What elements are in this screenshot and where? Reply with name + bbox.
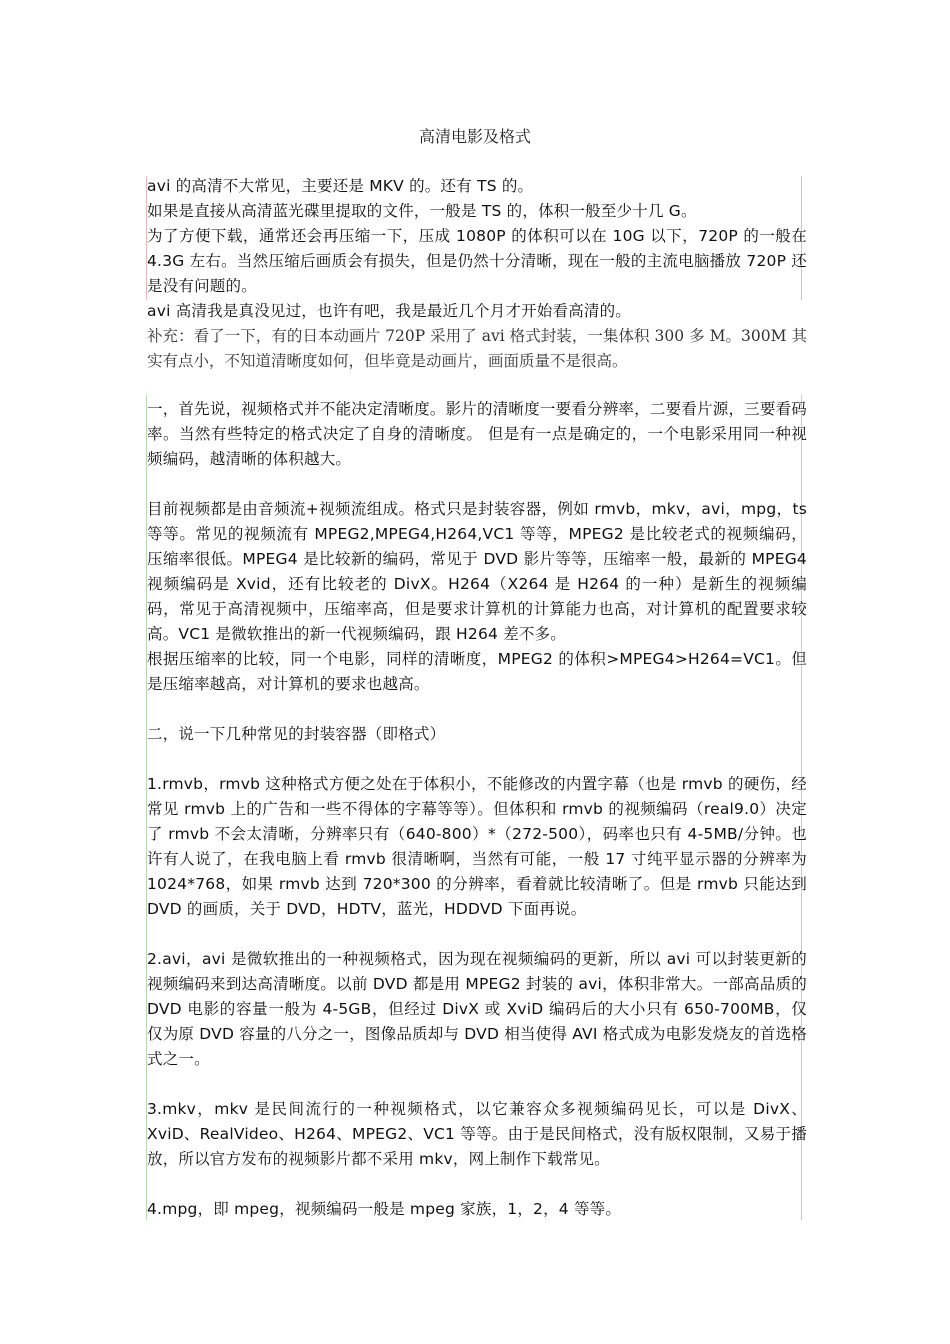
section-one-paragraph: 一，首先说，视频格式并不能决定清晰度。影片的清晰度一要看分辨率，二要看片源，三要看码率。当然有些特定的格式决定了自身的清晰度。 但是有一点是确定的，一个电影采用同一种视频编码，越清晰的体积越大。 [147,400,807,468]
paragraph: avi 的高清不大常见，主要还是 MKV 的。还有 TS 的。 [147,177,534,195]
rmvb-paragraph: 1.rmvb，rmvb 这种格式方便之处在于体积小，不能修改的内置字幕（也是 rmvb 的硬伤，经常见 rmvb 上的广告和一些不得体的字幕等等）。但体积和 rmvb 的视频编码（real9.0）决定了 rmvb 不会太清晰，分辨率只有（640-800）*（272-500），码率也只有 4-5MB/分钟。也许有人说了，在我电脑上看 rmvb 很清晰啊，当然有可能，一般 17 寸纯平显示器的分辨率为 1024*768，如果 rmvb 达到 720*300 的分辨率，看着就比较清晰了。但是 rmvb 只能达到 DVD 的画质，关于 DVD，HDTV，蓝光，HDDVD 下面再说。 [147,775,807,918]
mkv-paragraph: 3.mkv，mkv 是民间流行的一种视频格式，以它兼容众多视频编码见长，可以是 DivX、XviD、RealVideo、H264、MPEG2、VC1 等等。由于是民间格式，没有版权限制，又易于播放，所以官方发布的视频影片都不采用 mkv，网上制作下载常见。 [147,1100,807,1168]
main-section [147,397,807,1222]
paragraph: 如果是直接从高清蓝光碟里提取的文件，一般是 TS 的，体积一般至少十几 G。 [147,202,697,220]
codecs-paragraph: 目前视频都是由音频流+视频流组成。格式只是封装容器，例如 rmvb，mkv，avi，mpg，ts 等等。常见的视频流有 MPEG2,MPEG4,H264,VC1 等等，MPEG2 是比较老式的视频编码，压缩率很低。MPEG4 是比较新的编码，常见于 DVD 影片等等，压缩率一般，最新的 MPEG4 视频编码是 Xvid，还有比较老的 DivX。H264（X264 是 H264 的一种）是新生的视频编码，常见于高清视频中，压缩率高，但是要求计算机的计算能力也高，对计算机的配置要求较高。VC1 是微软推出的新一代视频编码，跟 H264 差不多。 [147,500,807,643]
paragraph: 为了方便下载，通常还会再压缩一下，压成 1080P 的体积可以在 10G 以下，720P 的一般在 4.3G 左右。当然压缩后画质会有损失，但是仍然十分清晰，现在一般的主流电脑播放 720P 还是没有问题的。 [147,227,807,295]
mpg-paragraph: 4.mpg，即 mpeg，视频编码一般是 mpeg 家族，1，2，4 等等。 [147,1200,622,1218]
supplement-paragraph: 补充：看了一下，有的日本动画片 720P 采用了 avi 格式封装，一集体积 300 多 M。300M 其实有点小，不知道清晰度如何，但毕竟是动画片，画面质量不是很高。 [147,327,807,370]
page-title: 高清电影及格式 [418,127,531,146]
compression-paragraph: 根据压缩率的比较，同一个电影，同样的清晰度，MPEG2 的体积>MPEG4>H264=VC1。但是压缩率越高，对计算机的要求也越高。 [147,650,807,693]
paragraph: avi 高清我是真没见过，也许有吧，我是最近几个月才开始看高清的。 [147,302,632,320]
section-two-heading: 二，说一下几种常见的封装容器（即格式） [147,725,446,743]
intro-section [147,174,807,374]
avi-paragraph: 2.avi，avi 是微软推出的一种视频格式，因为现在视频编码的更新，所以 avi 可以封装更新的视频编码来到达高清晰度。以前 DVD 都是用 MPEG2 封装的 avi，体积非常大。一部高品质的 DVD 电影的容量一般为 4-5GB，但经过 DivX 或 XviD 编码后的大小只有 650-700MB，仅仅为原 DVD 容量的八分之一，图像品质却与 DVD 相当使得 AVI 格式成为电影发烧友的首选格式之一。 [147,950,807,1068]
